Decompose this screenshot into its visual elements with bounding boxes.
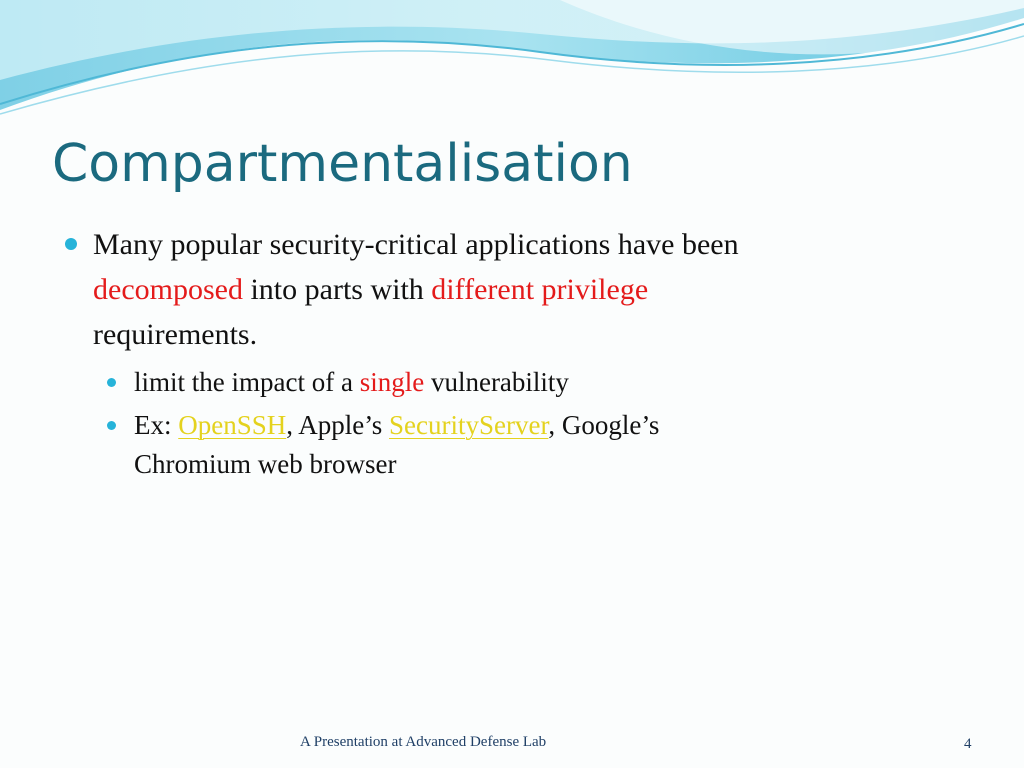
emphasis-single: single — [359, 367, 425, 397]
sub-bullet-dot-icon — [107, 421, 116, 430]
bullet-dot-icon — [65, 238, 77, 250]
sub-bullet-text: Chromium web browser — [134, 449, 397, 479]
sub-bullet-dot-icon — [107, 378, 116, 387]
link-openssh[interactable]: OpenSSH — [178, 410, 287, 440]
bullet-main — [62, 222, 992, 357]
sub-bullet-text: vulnerability — [424, 367, 569, 397]
bullet-text: requirements. — [93, 318, 258, 351]
slide-title: Compartmentalisation — [52, 134, 633, 194]
header-wave-decoration — [0, 0, 1024, 120]
bullet-text: Many popular security-critical applications have been — [93, 228, 739, 261]
sub-bullet-examples — [62, 406, 992, 484]
sub-bullet-text: , Apple’s — [286, 410, 390, 440]
link-securityserver[interactable]: SecurityServer — [389, 410, 549, 440]
sub-bullet-text: Ex: — [134, 410, 179, 440]
sub-bullet-text: , Google’s — [548, 410, 660, 440]
emphasis-decomposed: decomposed — [93, 273, 243, 306]
page-number: 4 — [964, 736, 972, 752]
sub-bullet-impact — [62, 363, 992, 402]
slide-content — [62, 222, 992, 484]
sub-bullet-text: limit the impact of a — [134, 367, 360, 397]
emphasis-different-privilege: different privilege — [431, 273, 649, 306]
bullet-text: into parts with — [242, 273, 432, 306]
slide-footer: A Presentation at Advanced Defense Lab — [300, 734, 547, 750]
